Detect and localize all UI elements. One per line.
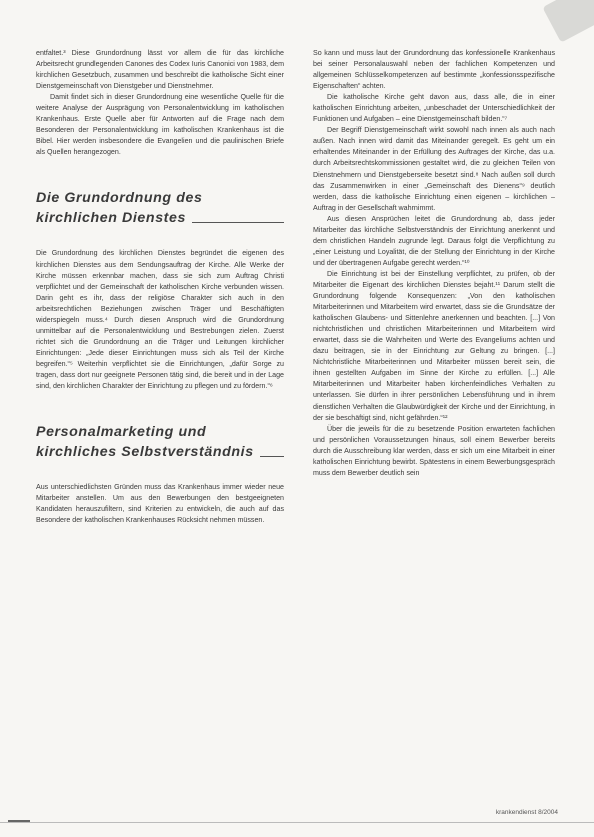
paragraph: Aus diesen Ansprüchen leitet die Grundordnung ab, dass jeder Mitarbeiter das kirchliche Selbstverständnis der Einrichtung anerkennt und dem christlichen Handeln zugrunde legt. Daraus folgt die Verpflichtung zu „einer Leistung und Loyalität, die der Stellung der Einrichtung in der Kirche und der übertragenen Aufgabe gerecht werden.“¹⁰ [313, 214, 555, 267]
heading-line: Die Grundordnung des [36, 190, 203, 207]
paragraph: entfaltet.³ Diese Grundordnung lässt vor allem die für das kirchliche Arbeitsrecht grundlegenden Canones des Codex Iuris Canonici von 1983, dem kirchlichen Gesetzbuch, zusammen und beschreibt die katholische Sicht einer Dienstgemeinschaft von Dienstgeber und Dienstnehmer. [36, 49, 284, 91]
paragraph: Der Begriff Dienstgemeinschaft wirkt sowohl nach innen als auch nach außen. Nach innen wird damit das Miteinander geregelt. Es geht um ein erhaltendes Miteinander in der Erfüllung des Auftrages der Kirche, das u.a. durch Arbeitsrechtskommissionen gestaltet wird, die zu gleichen Teilen von Dienstnehmern und Dienstgeberseite besetzt sind.⁸ Nach außen soll durch das Zusammenwirken in einer „Gemeinschaft des Dienens“⁹ deutlich werden, dass die katholische Einrichtung einen eigenen – kirchlichen – Auftrag in der Gesellschaft wahrnimmt. [313, 126, 555, 212]
section-heading-grundordnung [36, 188, 284, 228]
paragraph: Die katholische Kirche geht davon aus, dass alle, die in einer katholischen Einrichtung arbeiten, „unbeschadet der Unterschiedlichkeit der Funktionen und Aufgaben – eine Dienstgemeinschaft bilden.“⁷ [313, 93, 555, 124]
heading-line: kirchliches Selbstverständnis [36, 444, 254, 461]
page-reference: krankendienst 8/2004 [495, 809, 558, 816]
left-column [36, 48, 284, 526]
heading-line: Personalmarketing und [36, 424, 207, 441]
paragraph: Die Einrichtung ist bei der Einstellung verpflichtet, zu prüfen, ob der Mitarbeiter die Eigenart des kirchlichen Dienstes bejaht.¹¹ Darum stellt die Grundordnung folgende Konsequenzen: „Von den katholischen Mitarbeiterinnen und Mitarbeitern wird erwartet, dass sie die Grundsätze der katholischen Glaubens- und Sittenlehre anerkennen und beachten. [...] Von nichtchristlichen und christlichen Mitarbeiterinnen und Mitarbeitern wird erwartet, dass sie die Wahrheiten und Werte des Evangeliums achten und dazu beitragen, sie in der Einrichtung zur Geltung zu bringen. [...] Nichtchristliche Mitarbeiterinnen und Mitarbeiter müssen bereit sein, die ihnen gestellten Aufgaben im Sinne der Kirche zu erfüllen. [...] Alle Mitarbeiterinnen und Mitarbeiter haben kirchenfeindliches Verhalten zu unterlassen. Sie dürfen in ihrer persönlichen Lebensführung und in ihrem dienstlichen Verhalten die Glaubwürdigkeit der Kirche und der Einrichtung, in der sie beschäftigt sind, nicht gefährden.“¹² [313, 269, 555, 422]
heading-rule [192, 222, 284, 223]
paragraph: Die Grundordnung des kirchlichen Dienstes begründet die eigenen des kirchlichen Dienstes aus dem Sendungsauftrag der Kirche. Alle Werke der Kirche müssen erkennbar machen, dass sie sich zum Auftrag Christi verpflichtet und der Gemeinschaft der katholischen Kirche verbunden wissen. Darin geht es ihr, dass der religiöse Charakter sich auch in den arbeitsrechtlichen Beziehungen zwischen Träger und Beschäftigten widerspiegeln muss.⁴ Durch diesen Anspruch wird die Grundordnung unmittelbar auf die Personalentwicklung und Bestrebungen zielen. Zuerst richtet sich die Grundordnung an die Träger und Leitungen kirchlicher Einrichtungen: „Jede dieser Einrichtungen muss sich als Teil der Kirche begreifen.“⁵ Weiterhin verpflichtet sie die Einrichtungen, „dafür Sorge zu tragen, dass dort nur geeignete Personen tätig sind, die bereit und in der Lage sind, den kirchlichen Charakter der Einrichtung zu pflegen und zu fördern.“⁶ [36, 249, 284, 391]
paragraph: Aus unterschiedlichsten Gründen muss das Krankenhaus immer wieder neue Mitarbeiter anstellen. Um aus den Bewerbungen den bestgeeigneten Kandidaten herauszufiltern, sind Kriterien zu entwickeln, die auch auf das Besondere der katholischen Krankenhauses Rücksicht nehmen müssen. [36, 483, 284, 525]
footer-rule [0, 822, 594, 823]
section-heading-personalmarketing [36, 422, 284, 462]
heading-line: kirchlichen Dienstes [36, 210, 186, 227]
paragraph: So kann und muss laut der Grundordnung das konfessionelle Krankenhaus bei seiner Personalauswahl neben der fachlichen Kompetenzen und allgemeinen Schlüsselkompetenzen auf bestimmte „konfessionsspezifische Eigenschaften“ achten. [313, 49, 555, 91]
heading-rule [260, 456, 284, 457]
right-column [313, 48, 555, 479]
paragraph: Damit findet sich in dieser Grundordnung eine wesentliche Quelle für die weitere Analyse der Ausprägung von Personalentwicklung im katholischen Krankenhaus. Erste Quelle aber für Antworten auf die Frage nach dem Besonderen der Personalentwicklung im katholischen Krankenhaus ist die Bibel. Hier werden insbesondere die Evangelien und die paulinischen Briefe als Quellen herangezogen. [36, 93, 284, 157]
corner-logo-mark [542, 0, 594, 43]
paragraph: Über die jeweils für die zu besetzende Position erwarteten fachlichen und persönlichen Voraussetzungen hinaus, soll einem Bewerber bereits durch die Ausschreibung klar werden, dass er sich um eine Mitarbeit in einer katholischen Einrichtung bewirbt. Spätestens in einem Bewerbungsgespräch muss dem Bewerber deutlich sein [313, 424, 555, 477]
